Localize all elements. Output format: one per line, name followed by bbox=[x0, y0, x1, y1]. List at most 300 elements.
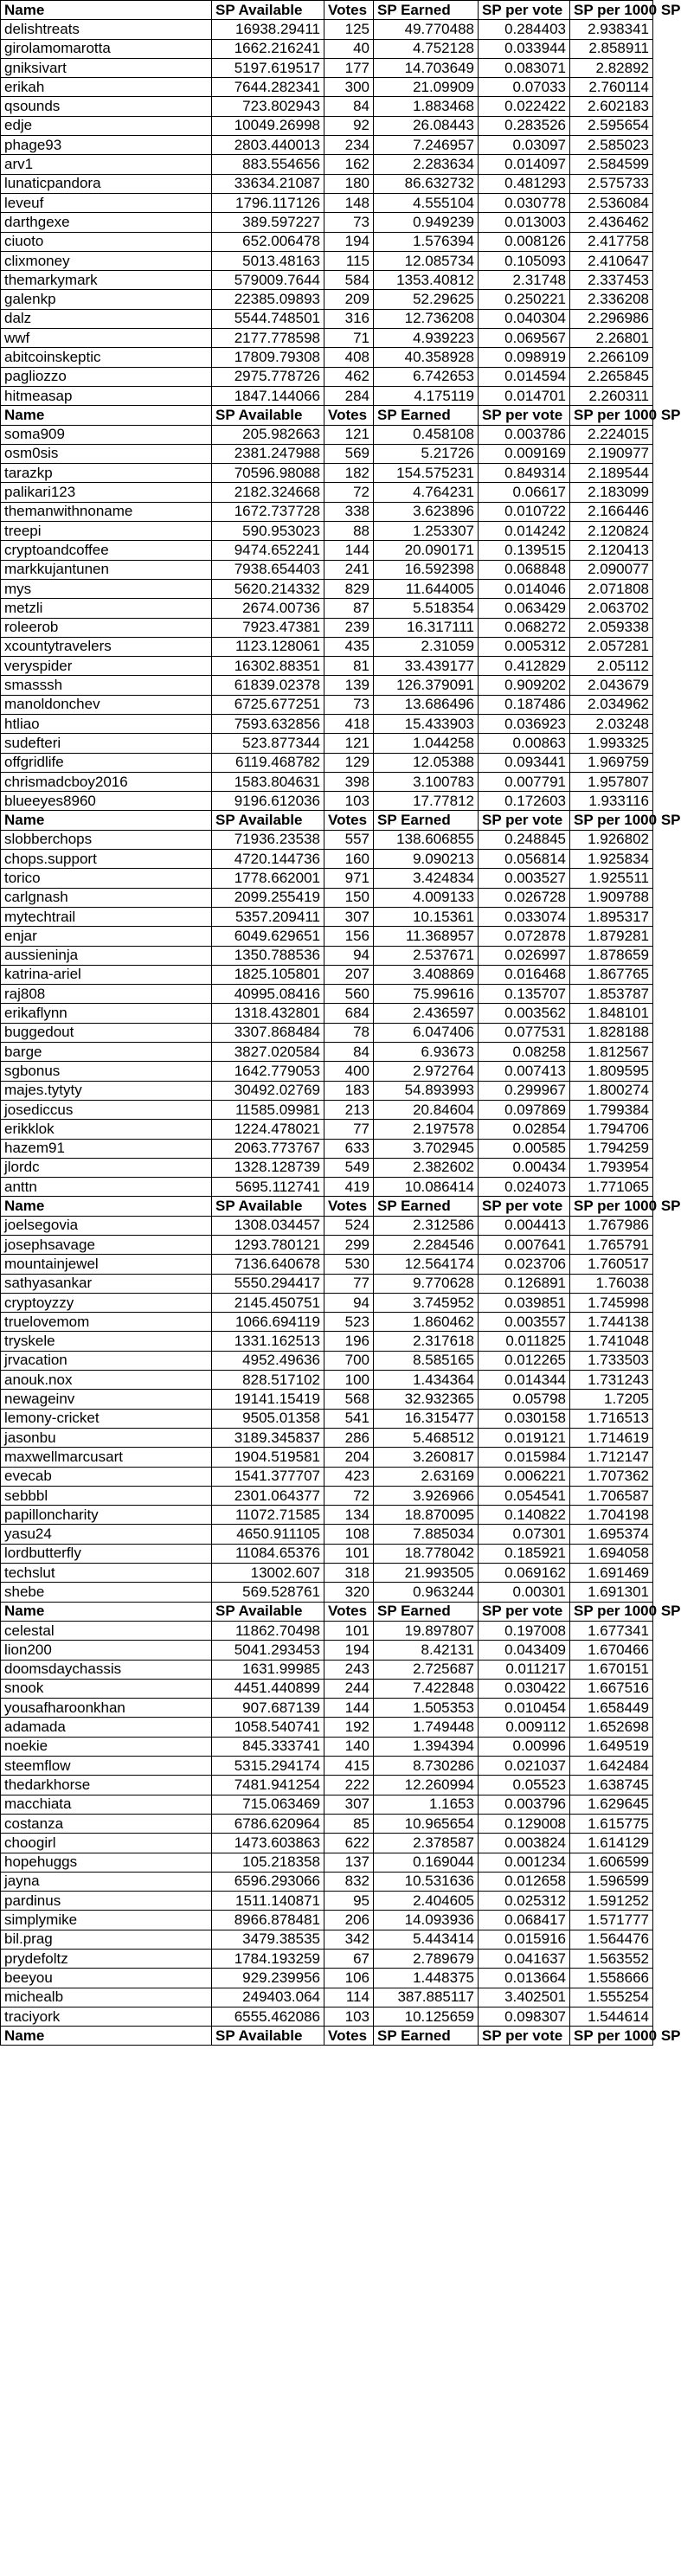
sp-per-vote-cell: 0.011217 bbox=[479, 1660, 570, 1679]
sp-available-cell: 17809.79308 bbox=[212, 348, 324, 367]
table-row bbox=[1, 1043, 653, 1062]
name-cell: hitmeasap bbox=[1, 386, 212, 405]
sp-per-1000-sp-cell: 1.867765 bbox=[570, 965, 653, 984]
table-row bbox=[1, 522, 653, 541]
sp-per-1000-sp-cell: 2.410647 bbox=[570, 251, 653, 270]
sp-per-vote-cell: 0.248845 bbox=[479, 830, 570, 849]
sp-available-cell: 10049.26998 bbox=[212, 116, 324, 135]
sp-per-vote-cell: 0.033074 bbox=[479, 907, 570, 926]
name-cell: erikklok bbox=[1, 1120, 212, 1139]
name-cell: snook bbox=[1, 1679, 212, 1698]
votes-cell: 192 bbox=[324, 1718, 374, 1737]
sp-available-cell: 523.877344 bbox=[212, 734, 324, 753]
sp-per-vote-cell: 0.412829 bbox=[479, 657, 570, 676]
column-header: SP per vote bbox=[479, 811, 570, 830]
table-row bbox=[1, 1834, 653, 1853]
sp-per-vote-cell: 0.004413 bbox=[479, 1216, 570, 1235]
sp-per-vote-cell: 0.00434 bbox=[479, 1158, 570, 1177]
sp-per-1000-sp-cell: 2.120413 bbox=[570, 541, 653, 560]
sp-earned-cell: 2.436597 bbox=[374, 1004, 479, 1023]
sp-per-1000-sp-cell: 2.071808 bbox=[570, 579, 653, 598]
sp-per-1000-sp-cell: 1.606599 bbox=[570, 1853, 653, 1872]
sp-available-cell: 6049.629651 bbox=[212, 927, 324, 946]
sp-per-vote-cell: 0.054541 bbox=[479, 1486, 570, 1505]
votes-cell: 139 bbox=[324, 676, 374, 695]
sp-per-vote-cell: 0.014242 bbox=[479, 522, 570, 541]
sp-per-1000-sp-cell: 1.649519 bbox=[570, 1737, 653, 1756]
sp-per-vote-cell: 0.909202 bbox=[479, 676, 570, 695]
sp-per-vote-cell: 0.014701 bbox=[479, 386, 570, 405]
table-row bbox=[1, 502, 653, 521]
votes-cell: 568 bbox=[324, 1390, 374, 1409]
table-row bbox=[1, 1371, 653, 1390]
sp-per-1000-sp-cell: 1.7205 bbox=[570, 1390, 653, 1409]
sp-per-vote-cell: 0.030158 bbox=[479, 1409, 570, 1428]
table-row bbox=[1, 1660, 653, 1679]
sp-earned-cell: 2.789679 bbox=[374, 1949, 479, 1968]
sp-available-cell: 11072.71585 bbox=[212, 1506, 324, 1525]
sp-per-1000-sp-cell: 1.957807 bbox=[570, 772, 653, 791]
sp-earned-cell: 32.932365 bbox=[374, 1390, 479, 1409]
sp-per-1000-sp-cell: 2.034962 bbox=[570, 695, 653, 714]
votes-cell: 182 bbox=[324, 464, 374, 483]
sp-per-vote-cell: 0.007413 bbox=[479, 1062, 570, 1081]
sp-available-cell: 7923.47381 bbox=[212, 618, 324, 637]
table-row bbox=[1, 1506, 653, 1525]
sp-earned-cell: 2.63169 bbox=[374, 1467, 479, 1486]
sp-available-cell: 1308.034457 bbox=[212, 1216, 324, 1235]
votes-cell: 160 bbox=[324, 850, 374, 869]
votes-cell: 108 bbox=[324, 1525, 374, 1544]
table-row bbox=[1, 695, 653, 714]
name-cell: thedarkhorse bbox=[1, 1776, 212, 1795]
table-row bbox=[1, 1814, 653, 1833]
sp-per-vote-cell: 0.013664 bbox=[479, 1969, 570, 1988]
sp-per-1000-sp-cell: 1.716513 bbox=[570, 1409, 653, 1428]
table-row bbox=[1, 1525, 653, 1544]
sp-per-vote-cell: 0.043409 bbox=[479, 1641, 570, 1660]
sp-available-cell: 7481.941254 bbox=[212, 1776, 324, 1795]
sp-earned-cell: 15.433903 bbox=[374, 714, 479, 733]
name-cell: themanwithnoname bbox=[1, 502, 212, 521]
votes-cell: 222 bbox=[324, 1776, 374, 1795]
sp-per-1000-sp-cell: 1.667516 bbox=[570, 1679, 653, 1698]
column-header: Votes bbox=[324, 2027, 374, 2046]
sp-available-cell: 5315.294174 bbox=[212, 1757, 324, 1776]
votes-cell: 206 bbox=[324, 1911, 374, 1930]
table-row bbox=[1, 39, 653, 58]
votes-cell: 307 bbox=[324, 907, 374, 926]
sp-available-cell: 205.982663 bbox=[212, 425, 324, 444]
table-row bbox=[1, 155, 653, 174]
sp-available-cell: 723.802943 bbox=[212, 97, 324, 116]
sp-per-vote-cell: 3.402501 bbox=[479, 1988, 570, 2007]
sp-earned-cell: 1.434364 bbox=[374, 1371, 479, 1390]
column-header: SP Earned bbox=[374, 1197, 479, 1216]
column-header: SP Available bbox=[212, 811, 324, 830]
votes-cell: 73 bbox=[324, 695, 374, 714]
table-row bbox=[1, 676, 653, 695]
sp-earned-cell: 12.05388 bbox=[374, 753, 479, 772]
votes-cell: 244 bbox=[324, 1679, 374, 1698]
sp-per-1000-sp-cell: 1.878659 bbox=[570, 946, 653, 965]
sp-per-vote-cell: 0.007791 bbox=[479, 772, 570, 791]
votes-cell: 286 bbox=[324, 1428, 374, 1447]
votes-cell: 971 bbox=[324, 869, 374, 888]
sp-per-1000-sp-cell: 2.190977 bbox=[570, 444, 653, 463]
table-row bbox=[1, 444, 653, 463]
sp-per-1000-sp-cell: 1.745998 bbox=[570, 1293, 653, 1312]
votes-cell: 530 bbox=[324, 1255, 374, 1274]
sp-available-cell: 6119.468782 bbox=[212, 753, 324, 772]
sp-per-1000-sp-cell: 1.794706 bbox=[570, 1120, 653, 1139]
sp-per-1000-sp-cell: 1.555254 bbox=[570, 1988, 653, 2007]
name-cell: phage93 bbox=[1, 136, 212, 155]
table-row bbox=[1, 1757, 653, 1776]
sp-available-cell: 7644.282341 bbox=[212, 78, 324, 97]
sp-available-cell: 4451.440899 bbox=[212, 1679, 324, 1698]
sp-available-cell: 1123.128061 bbox=[212, 637, 324, 656]
sp-earned-cell: 2.312586 bbox=[374, 1216, 479, 1235]
sp-available-cell: 16938.29411 bbox=[212, 20, 324, 39]
sp-earned-cell: 86.632732 bbox=[374, 174, 479, 193]
table-row bbox=[1, 1255, 653, 1274]
sp-per-vote-cell: 0.056814 bbox=[479, 850, 570, 869]
sp-per-vote-cell: 0.015916 bbox=[479, 1930, 570, 1949]
sp-earned-cell: 5.443414 bbox=[374, 1930, 479, 1949]
name-cell: ciuoto bbox=[1, 232, 212, 251]
sp-earned-cell: 154.575231 bbox=[374, 464, 479, 483]
sp-earned-cell: 9.770628 bbox=[374, 1274, 479, 1293]
name-cell: jrvacation bbox=[1, 1351, 212, 1370]
name-cell: bil.prag bbox=[1, 1930, 212, 1949]
sp-earned-cell: 21.09909 bbox=[374, 78, 479, 97]
name-cell: markkujantunen bbox=[1, 560, 212, 579]
column-header: Votes bbox=[324, 811, 374, 830]
name-cell: erikah bbox=[1, 78, 212, 97]
sp-per-vote-cell: 0.07301 bbox=[479, 1525, 570, 1544]
table-row bbox=[1, 78, 653, 97]
name-cell: yousafharoonkhan bbox=[1, 1699, 212, 1718]
table-row bbox=[1, 1544, 653, 1563]
sp-per-1000-sp-cell: 1.76038 bbox=[570, 1274, 653, 1293]
column-header: SP per vote bbox=[479, 1197, 570, 1216]
column-header: Name bbox=[1, 811, 212, 830]
votes-cell: 84 bbox=[324, 1043, 374, 1062]
name-cell: techslut bbox=[1, 1564, 212, 1583]
votes-cell: 419 bbox=[324, 1178, 374, 1197]
sp-per-vote-cell: 0.093441 bbox=[479, 753, 570, 772]
sp-available-cell: 2674.00736 bbox=[212, 599, 324, 618]
sp-per-1000-sp-cell: 1.704198 bbox=[570, 1506, 653, 1525]
sp-per-1000-sp-cell: 1.695374 bbox=[570, 1525, 653, 1544]
name-cell: treepi bbox=[1, 522, 212, 541]
votes-cell: 78 bbox=[324, 1023, 374, 1042]
sp-per-vote-cell: 0.010454 bbox=[479, 1699, 570, 1718]
sp-available-cell: 11084.65376 bbox=[212, 1544, 324, 1563]
sp-available-cell: 2975.778726 bbox=[212, 367, 324, 386]
votes-cell: 300 bbox=[324, 78, 374, 97]
table-row bbox=[1, 1390, 653, 1409]
name-cell: lemony-cricket bbox=[1, 1409, 212, 1428]
sp-available-cell: 1318.432801 bbox=[212, 1004, 324, 1023]
name-cell: prydefoltz bbox=[1, 1949, 212, 1968]
sp-earned-cell: 2.283634 bbox=[374, 155, 479, 174]
table-row bbox=[1, 1004, 653, 1023]
sp-per-1000-sp-cell: 2.417758 bbox=[570, 232, 653, 251]
name-cell: lordbutterfly bbox=[1, 1544, 212, 1563]
sp-per-1000-sp-cell: 2.82892 bbox=[570, 58, 653, 77]
name-cell: chrismadcboy2016 bbox=[1, 772, 212, 791]
votes-cell: 398 bbox=[324, 772, 374, 791]
sp-per-vote-cell: 0.019121 bbox=[479, 1428, 570, 1447]
sp-per-vote-cell: 0.014594 bbox=[479, 367, 570, 386]
sp-earned-cell: 49.770488 bbox=[374, 20, 479, 39]
sp-earned-cell: 20.84604 bbox=[374, 1100, 479, 1119]
sp-per-vote-cell: 0.481293 bbox=[479, 174, 570, 193]
votes-cell: 243 bbox=[324, 1660, 374, 1679]
table-row bbox=[1, 618, 653, 637]
votes-cell: 342 bbox=[324, 1930, 374, 1949]
sp-per-vote-cell: 0.030422 bbox=[479, 1679, 570, 1698]
sp-per-vote-cell: 0.105093 bbox=[479, 251, 570, 270]
table-row bbox=[1, 734, 653, 753]
table-row bbox=[1, 1486, 653, 1505]
sp-available-cell: 7136.640678 bbox=[212, 1255, 324, 1274]
table-row bbox=[1, 136, 653, 155]
sp-earned-cell: 1.505353 bbox=[374, 1699, 479, 1718]
sp-per-1000-sp-cell: 1.969759 bbox=[570, 753, 653, 772]
votes-cell: 156 bbox=[324, 927, 374, 946]
sp-per-1000-sp-cell: 1.733503 bbox=[570, 1351, 653, 1370]
name-cell: noekie bbox=[1, 1737, 212, 1756]
table-row bbox=[1, 927, 653, 946]
name-cell: buggedout bbox=[1, 1023, 212, 1042]
column-header: SP per 1000 SP bbox=[570, 406, 653, 425]
name-cell: shebe bbox=[1, 1583, 212, 1602]
sp-available-cell: 883.554656 bbox=[212, 155, 324, 174]
sp-per-vote-cell: 0.098919 bbox=[479, 348, 570, 367]
sp-earned-cell: 3.260817 bbox=[374, 1448, 479, 1467]
votes-cell: 125 bbox=[324, 20, 374, 39]
sp-per-vote-cell: 0.299967 bbox=[479, 1081, 570, 1100]
column-header: Name bbox=[1, 2027, 212, 2046]
name-cell: gniksivart bbox=[1, 58, 212, 77]
sp-per-vote-cell: 0.069162 bbox=[479, 1564, 570, 1583]
sp-per-vote-cell: 0.007641 bbox=[479, 1236, 570, 1255]
votes-cell: 241 bbox=[324, 560, 374, 579]
name-cell: anttn bbox=[1, 1178, 212, 1197]
table-row bbox=[1, 193, 653, 212]
table-row bbox=[1, 850, 653, 869]
sp-per-vote-cell: 0.014046 bbox=[479, 579, 570, 598]
sp-available-cell: 5041.293453 bbox=[212, 1641, 324, 1660]
sp-earned-cell: 1.044258 bbox=[374, 734, 479, 753]
sp-available-cell: 1778.662001 bbox=[212, 869, 324, 888]
table-row bbox=[1, 309, 653, 328]
name-cell: edje bbox=[1, 116, 212, 135]
sp-per-1000-sp-cell: 2.120824 bbox=[570, 522, 653, 541]
votes-cell: 144 bbox=[324, 1699, 374, 1718]
sp-per-1000-sp-cell: 1.760517 bbox=[570, 1255, 653, 1274]
table-row bbox=[1, 1351, 653, 1370]
votes-cell: 435 bbox=[324, 637, 374, 656]
votes-cell: 207 bbox=[324, 965, 374, 984]
votes-cell: 204 bbox=[324, 1448, 374, 1467]
sp-per-vote-cell: 0.283526 bbox=[479, 116, 570, 135]
sp-available-cell: 249403.064 bbox=[212, 1988, 324, 2007]
sp-earned-cell: 18.778042 bbox=[374, 1544, 479, 1563]
sp-per-1000-sp-cell: 1.799384 bbox=[570, 1100, 653, 1119]
column-header: SP per vote bbox=[479, 1602, 570, 1621]
table-row bbox=[1, 1564, 653, 1583]
sp-per-vote-cell: 0.068417 bbox=[479, 1911, 570, 1930]
sp-per-1000-sp-cell: 1.744138 bbox=[570, 1313, 653, 1332]
column-header: SP Available bbox=[212, 2027, 324, 2046]
sp-earned-cell: 3.424834 bbox=[374, 869, 479, 888]
sp-earned-cell: 2.404605 bbox=[374, 1892, 479, 1911]
sp-available-cell: 6555.462086 bbox=[212, 2007, 324, 2026]
sp-per-vote-cell: 0.098307 bbox=[479, 2007, 570, 2026]
sp-per-vote-cell: 0.068848 bbox=[479, 560, 570, 579]
sp-per-1000-sp-cell: 2.03248 bbox=[570, 714, 653, 733]
name-cell: osm0sis bbox=[1, 444, 212, 463]
column-header: SP per vote bbox=[479, 1, 570, 20]
name-cell: steemflow bbox=[1, 1757, 212, 1776]
sp-per-1000-sp-cell: 2.05112 bbox=[570, 657, 653, 676]
votes-cell: 121 bbox=[324, 425, 374, 444]
sp-available-cell: 11585.09981 bbox=[212, 1100, 324, 1119]
sp-available-cell: 9474.652241 bbox=[212, 541, 324, 560]
votes-cell: 121 bbox=[324, 734, 374, 753]
name-cell: costanza bbox=[1, 1814, 212, 1833]
sp-per-vote-cell: 0.140822 bbox=[479, 1506, 570, 1525]
table-row bbox=[1, 1737, 653, 1756]
column-header: SP per vote bbox=[479, 2027, 570, 2046]
column-header: SP Earned bbox=[374, 811, 479, 830]
sp-per-vote-cell: 0.023706 bbox=[479, 1255, 570, 1274]
sp-per-vote-cell: 0.083071 bbox=[479, 58, 570, 77]
table-row bbox=[1, 1776, 653, 1795]
votes-cell: 318 bbox=[324, 1564, 374, 1583]
sp-earned-cell: 10.531636 bbox=[374, 1872, 479, 1891]
sp-available-cell: 13002.607 bbox=[212, 1564, 324, 1583]
name-cell: metzli bbox=[1, 599, 212, 618]
table-row bbox=[1, 772, 653, 791]
votes-cell: 140 bbox=[324, 1737, 374, 1756]
name-cell: josediccus bbox=[1, 1100, 212, 1119]
column-header: Votes bbox=[324, 1, 374, 20]
sp-available-cell: 2063.773767 bbox=[212, 1139, 324, 1158]
table-row bbox=[1, 1872, 653, 1891]
votes-cell: 103 bbox=[324, 2007, 374, 2026]
sp-earned-cell: 8.42131 bbox=[374, 1641, 479, 1660]
sp-earned-cell: 126.379091 bbox=[374, 676, 479, 695]
name-cell: themarkymark bbox=[1, 271, 212, 290]
sp-per-1000-sp-cell: 2.090077 bbox=[570, 560, 653, 579]
sp-available-cell: 569.528761 bbox=[212, 1583, 324, 1602]
table-row bbox=[1, 20, 653, 39]
column-header: SP per 1000 SP bbox=[570, 1602, 653, 1621]
name-cell: mountainjewel bbox=[1, 1255, 212, 1274]
sp-earned-cell: 12.564174 bbox=[374, 1255, 479, 1274]
name-cell: doomsdaychassis bbox=[1, 1660, 212, 1679]
votes-cell: 84 bbox=[324, 97, 374, 116]
table-row bbox=[1, 483, 653, 502]
sp-per-1000-sp-cell: 1.670466 bbox=[570, 1641, 653, 1660]
name-cell: pagliozzo bbox=[1, 367, 212, 386]
votes-cell: 115 bbox=[324, 251, 374, 270]
sp-earned-cell: 1.1653 bbox=[374, 1795, 479, 1814]
votes-cell: 557 bbox=[324, 830, 374, 849]
sp-available-cell: 40995.08416 bbox=[212, 985, 324, 1004]
votes-cell: 541 bbox=[324, 1409, 374, 1428]
sp-per-1000-sp-cell: 2.265845 bbox=[570, 367, 653, 386]
votes-cell: 92 bbox=[324, 116, 374, 135]
sp-per-vote-cell: 0.284403 bbox=[479, 20, 570, 39]
sp-earned-cell: 20.090171 bbox=[374, 541, 479, 560]
sp-per-1000-sp-cell: 2.266109 bbox=[570, 348, 653, 367]
sp-per-vote-cell: 0.097869 bbox=[479, 1100, 570, 1119]
sp-per-1000-sp-cell: 1.563552 bbox=[570, 1949, 653, 1968]
votes-cell: 94 bbox=[324, 946, 374, 965]
column-header: SP per 1000 SP bbox=[570, 1, 653, 20]
sp-per-1000-sp-cell: 2.585023 bbox=[570, 136, 653, 155]
sp-available-cell: 3479.38535 bbox=[212, 1930, 324, 1949]
sp-per-vote-cell: 0.08258 bbox=[479, 1043, 570, 1062]
sp-per-1000-sp-cell: 1.771065 bbox=[570, 1178, 653, 1197]
sp-per-1000-sp-cell: 2.057281 bbox=[570, 637, 653, 656]
table-row bbox=[1, 1795, 653, 1814]
sp-per-1000-sp-cell: 1.933116 bbox=[570, 792, 653, 811]
sp-per-vote-cell: 0.012658 bbox=[479, 1872, 570, 1891]
votes-cell: 106 bbox=[324, 1969, 374, 1988]
sp-available-cell: 1642.779053 bbox=[212, 1062, 324, 1081]
sp-per-vote-cell: 0.008126 bbox=[479, 232, 570, 251]
votes-cell: 162 bbox=[324, 155, 374, 174]
table-row bbox=[1, 792, 653, 811]
sp-per-vote-cell: 0.069567 bbox=[479, 329, 570, 348]
sp-per-vote-cell: 0.003557 bbox=[479, 1313, 570, 1332]
sp-available-cell: 71936.23538 bbox=[212, 830, 324, 849]
column-header: SP Available bbox=[212, 406, 324, 425]
header-row bbox=[1, 1, 653, 20]
name-cell: joelsegovia bbox=[1, 1216, 212, 1235]
sp-per-vote-cell: 0.00996 bbox=[479, 1737, 570, 1756]
sp-per-1000-sp-cell: 1.670151 bbox=[570, 1660, 653, 1679]
sp-per-1000-sp-cell: 1.629645 bbox=[570, 1795, 653, 1814]
sp-earned-cell: 2.972764 bbox=[374, 1062, 479, 1081]
sp-per-1000-sp-cell: 1.879281 bbox=[570, 927, 653, 946]
sp-available-cell: 1541.377707 bbox=[212, 1467, 324, 1486]
table-row bbox=[1, 1062, 653, 1081]
sp-earned-cell: 10.086414 bbox=[374, 1178, 479, 1197]
column-header: SP per vote bbox=[479, 406, 570, 425]
sp-per-vote-cell: 0.00863 bbox=[479, 734, 570, 753]
name-cell: truelovemom bbox=[1, 1313, 212, 1332]
name-cell: michealb bbox=[1, 1988, 212, 2007]
sp-per-vote-cell: 0.00585 bbox=[479, 1139, 570, 1158]
sp-per-1000-sp-cell: 2.224015 bbox=[570, 425, 653, 444]
sp-available-cell: 652.006478 bbox=[212, 232, 324, 251]
sp-per-vote-cell: 0.126891 bbox=[479, 1274, 570, 1293]
votes-cell: 77 bbox=[324, 1274, 374, 1293]
sp-per-vote-cell: 0.030778 bbox=[479, 193, 570, 212]
votes-cell: 523 bbox=[324, 1313, 374, 1332]
sp-available-cell: 70596.98088 bbox=[212, 464, 324, 483]
table-row bbox=[1, 58, 653, 77]
sp-available-cell: 1066.694119 bbox=[212, 1313, 324, 1332]
